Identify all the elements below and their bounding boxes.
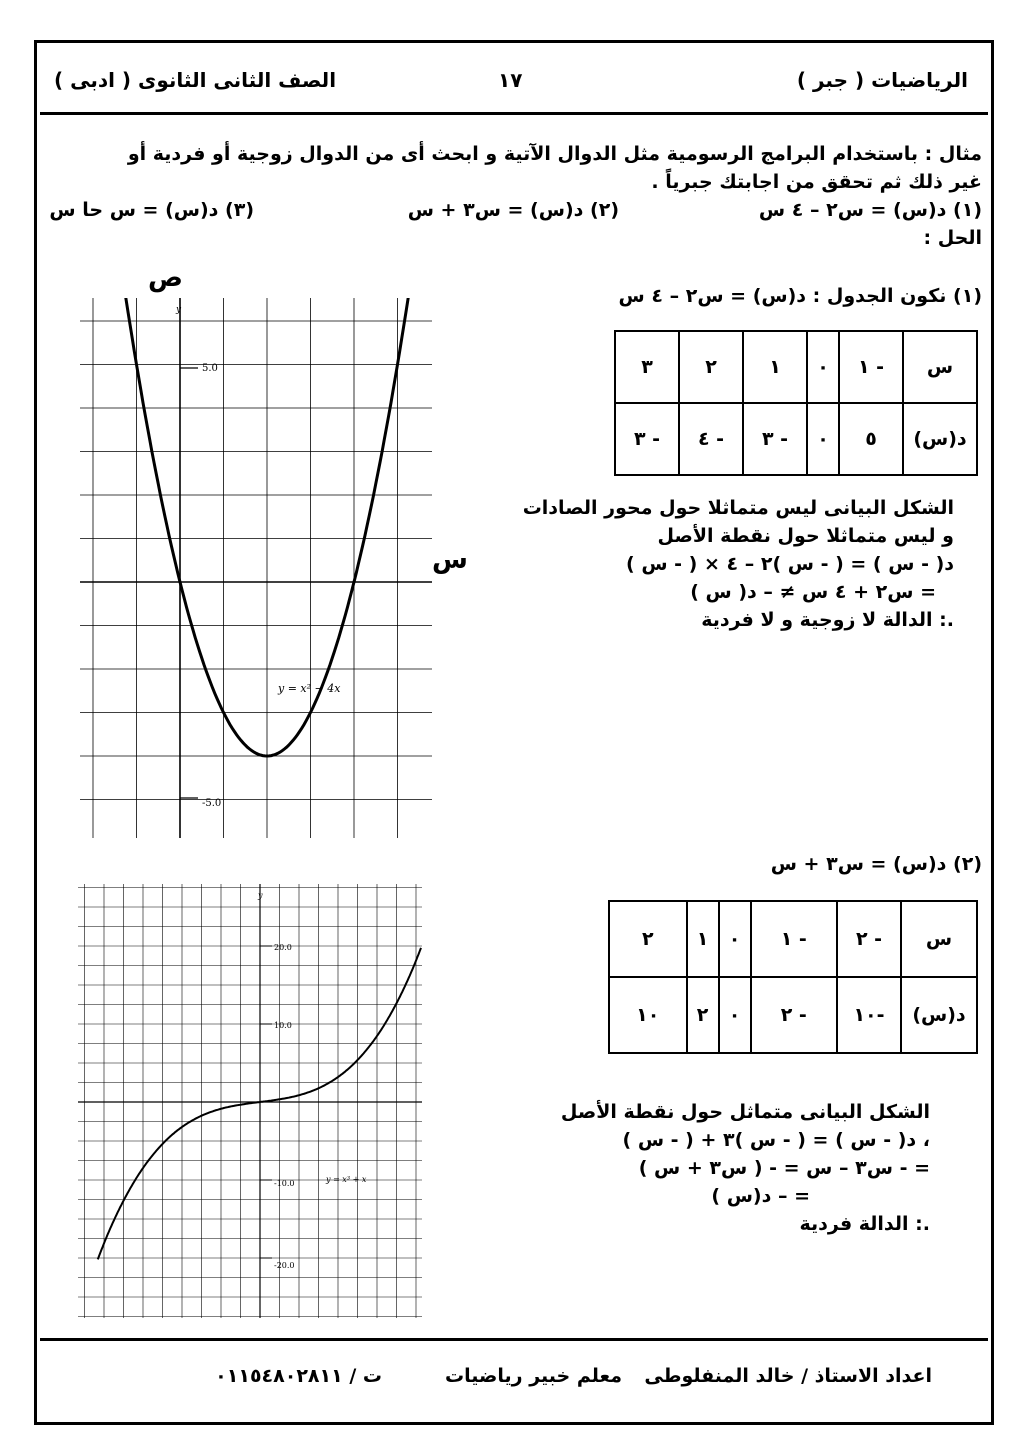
part1-line-3: د( - س ) = ( - س )٢ – ٤ × ( - س ): [626, 553, 954, 575]
table-header-x: س: [901, 901, 977, 977]
y-axis-label: ص: [148, 263, 183, 293]
table-cell: ٣: [615, 331, 679, 403]
table-cell: ١: [687, 901, 719, 977]
table-cell: ٢: [609, 901, 687, 977]
solution-label: الحل :: [923, 227, 982, 249]
part2-line-5: .: الدالة فردية: [799, 1213, 930, 1235]
footer-phone: ت / ٠١١٥٤٨٠٢٨١١: [215, 1365, 382, 1387]
part1-line-1: الشكل البيانى ليس متماثلا حول محور الصادات: [522, 497, 954, 519]
table-cell: ٥: [839, 403, 903, 475]
table-header-y: د(س): [901, 977, 977, 1053]
part1-line-2: و ليس متماثلا حول نقطة الأصل: [657, 525, 954, 547]
part2-line-4: = – د(س ): [711, 1185, 810, 1207]
tick-label: -20.0: [274, 1261, 295, 1270]
footer-rule: [40, 1338, 988, 1341]
table-cell: ١٠: [609, 977, 687, 1053]
tick-label-top: 5.0: [202, 363, 218, 374]
table-cell: -١٠: [837, 977, 901, 1053]
header-grade: الصف الثانى الثانوى ( ادبى ): [54, 68, 337, 92]
table-cell: - ٤: [679, 403, 743, 475]
x-axis-label: س: [432, 545, 468, 575]
example-line-2: غير ذلك ثم تحقق من اجابتك جبرياً .: [651, 171, 982, 193]
table-cell: ٠: [719, 901, 751, 977]
table-cell: - ٣: [743, 403, 807, 475]
header-rule: [40, 112, 988, 115]
y-axis-small-label: y: [258, 891, 263, 900]
graph-cubic: [78, 884, 422, 1318]
table-cell: ٠: [807, 403, 839, 475]
part1-value-table: [614, 330, 978, 476]
header-page-number: ١٧: [498, 68, 523, 92]
part2-line-2: ، د( - س ) = ( - س )٣ + ( - س ): [622, 1129, 930, 1151]
graph-parabola: [80, 298, 432, 838]
footer-title: معلم خبير رياضيات: [445, 1365, 622, 1387]
table-cell: ٢: [679, 331, 743, 403]
function-2: (٢) د(س) = س٣ + س: [407, 199, 619, 221]
table-cell: - ٢: [751, 977, 837, 1053]
example-line-1: مثال : باستخدام البرامج الرسومية مثل الدوال الآتية و ابحث أى من الدوال زوجية أو فردية أو: [127, 143, 982, 165]
header-subject: الرياضيات ( جبر ): [796, 68, 968, 92]
graph-axes: [80, 298, 432, 838]
parabola-curve: [93, 298, 432, 756]
footer-author: اعداد الاستاذ / خالد المنفلوطى: [644, 1365, 932, 1387]
graph-grid: [78, 884, 422, 1318]
part1-line-5: .: الدالة لا زوجية و لا فردية: [701, 609, 954, 631]
table-header-y: د(س): [903, 403, 977, 475]
table-header-x: س: [903, 331, 977, 403]
tick-label: 20.0: [274, 943, 292, 952]
part2-line-1: الشكل البيانى متماثل حول نقطة الأصل: [560, 1101, 930, 1123]
graph-grid: [80, 298, 432, 838]
table-cell: ٢: [687, 977, 719, 1053]
y-axis-small-label: y: [176, 305, 182, 315]
tick-label: 10.0: [274, 1021, 292, 1030]
function-1: (١) د(س) = س٢ – ٤ س: [758, 199, 982, 221]
part2-title: (٢) د(س) = س٣ + س: [770, 853, 982, 875]
curve-label: y = x³ + x: [326, 1175, 367, 1184]
part2-value-table: [608, 900, 978, 1054]
table-cell: ١: [743, 331, 807, 403]
part1-title: (١) نكون الجدول : د(س) = س٢ – ٤ س: [618, 285, 982, 307]
table-cell: ٠: [807, 331, 839, 403]
part1-line-4: = س٢ + ٤ س ≠ – د( س ): [690, 581, 936, 603]
function-3: (٣) د(س) = س حا س: [49, 199, 254, 221]
table-cell: - ٢: [837, 901, 901, 977]
table-cell: - ١: [751, 901, 837, 977]
tick-label: -10.0: [274, 1179, 295, 1188]
graph-axes: [78, 884, 422, 1318]
table-cell: - ٣: [615, 403, 679, 475]
curve-label: y = x² − 4x: [278, 682, 341, 695]
table-cell: - ١: [839, 331, 903, 403]
part2-line-3: = - س٣ – س = - ( س٣ + س ): [638, 1157, 930, 1179]
table-cell: ٠: [719, 977, 751, 1053]
tick-label-bottom: -5.0: [202, 798, 222, 809]
